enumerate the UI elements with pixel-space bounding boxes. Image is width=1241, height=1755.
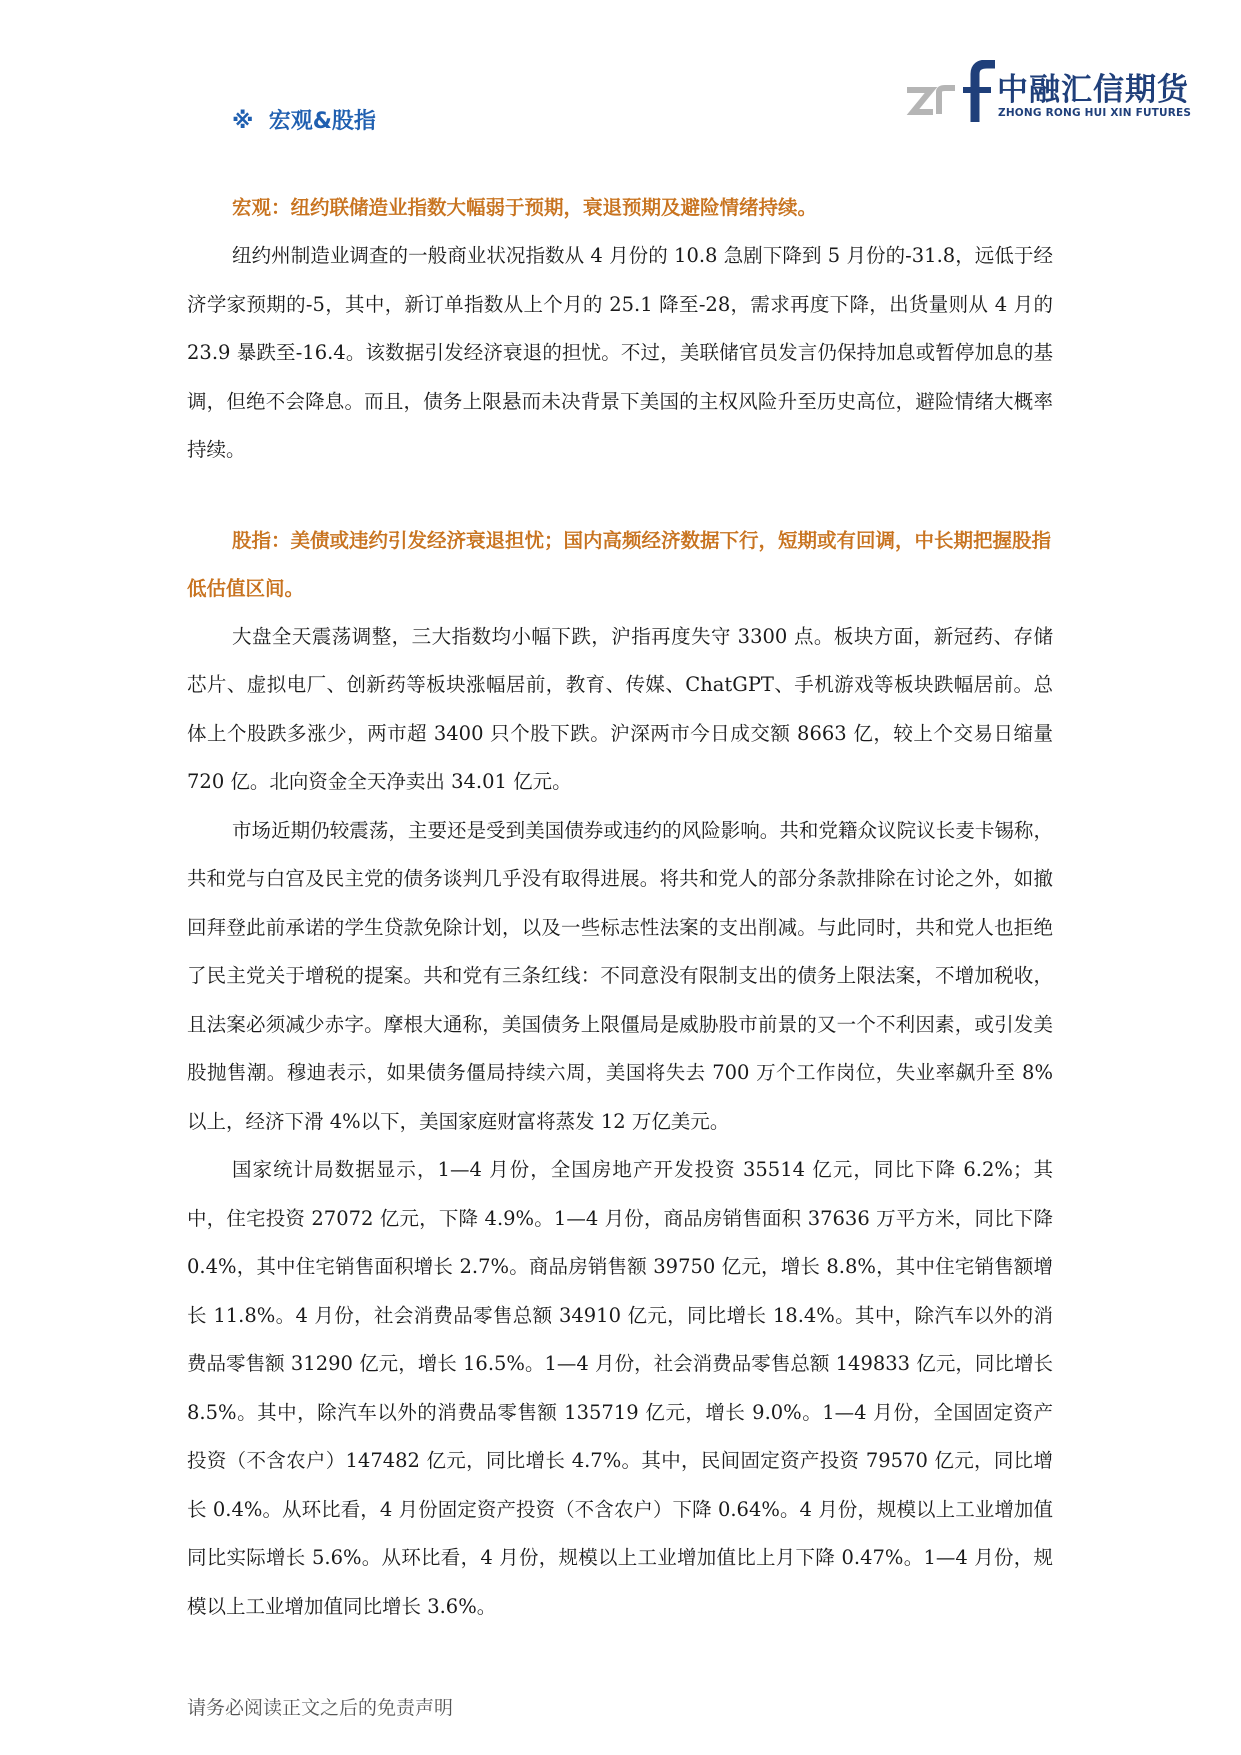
- index-heading: 股指：美债或违约引发经济衰退担忧；国内高频经济数据下行，短期或有回调，中长期把握股指低估值区间。: [187, 528, 1052, 600]
- zrf-logo-mark-icon: [905, 60, 995, 122]
- company-logo: [905, 58, 1195, 128]
- section-title-text: 宏观&股指: [268, 109, 376, 134]
- logo-english-name: ZHONG RONG HUI XIN FUTURES: [998, 107, 1192, 119]
- macro-paragraph: 纽约州制造业调查的一般商业状况指数从 4 月份的 10.8 急剧下降到 5 月份的-31.8，远低于经济学家预期的-5，其中，新订单指数从上个月的 25.1 降至-28，需求再度下降，出货量则从 4 月的 23.9 暴跌至-16.4。该数据引发经济衰退的担忧。不过，美联储官员发言仍保持加息或暂停加息的基调，但绝不会降息。而且，债务上限悬而未决背景下美国的主权风险升至历史高位，避险情绪大概率持续。: [187, 244, 1053, 461]
- index-paragraph-stats: 国家统计局数据显示，1—4 月份，全国房地产开发投资 35514 亿元，同比下降 6.2%；其中，住宅投资 27072 亿元，下降 4.9%。1—4 月份，商品房销售面积 37636 万平方米，同比下降 0.4%，其中住宅销售面积增长 2.7%。商品房销售额 39750 亿元，增长 8.8%，其中住宅销售额增长 11.8%。4 月份，社会消费品零售总额 34910 亿元，同比增长 18.4%。其中，除汽车以外的消费品零售额 31290 亿元，增长 16.5%。1—4 月份，社会消费品零售总额 149833 亿元，同比增长 8.5%。其中，除汽车以外的消费品零售额 135719 亿元，增长 9.0%。1—4 月份，全国固定资产投资（不含农户）147482 亿元，同比增长 4.7%。其中，民间固定资产投资 79570 亿元，同比增长 0.4%。从环比看，4 月份固定资产投资（不含农户）下降 0.64%。4 月份，规模以上工业增加值同比实际增长 5.6%。从环比看，4 月份，规模以上工业增加值比上月下降 0.47%。1—4 月份，规模以上工业增加值同比增长 3.6%。: [187, 1158, 1053, 1618]
- section-symbol: ※: [232, 109, 254, 134]
- disclaimer-footer: 请务必阅读正文之后的免责声明: [187, 1697, 454, 1719]
- index-paragraph-market: 大盘全天震荡调整，三大指数均小幅下跌，沪指再度失守 3300 点。板块方面，新冠药、存储芯片、虚拟电厂、创新药等板块涨幅居前，教育、传媒、ChatGPT、手机游戏等板块跌幅居前。总体上个股跌多涨少，两市超 3400 只个股下跌。沪深两市今日成交额 8663 亿，较上个交易日缩量 720 亿。北向资金全天净卖出 34.01 亿元。: [187, 624, 1053, 793]
- section-title: [232, 104, 376, 135]
- report-body: [187, 184, 1053, 1631]
- macro-heading: 宏观：纽约联储造业指数大幅弱于预期，衰退预期及避险情绪持续。: [232, 196, 818, 219]
- index-paragraph-debt: 市场近期仍较震荡，主要还是受到美国债券或违约的风险影响。共和党籍众议院议长麦卡锡称，共和党与白宫及民主党的债务谈判几乎没有取得进展。将共和党人的部分条款排除在讨论之外，如撤回拜登此前承诺的学生贷款免除计划，以及一些标志性法案的支出削减。与此同时，共和党人也拒绝了民主党关于增税的提案。共和党有三条红线：不同意没有限制支出的债务上限法案，不增加税收，且法案必须减少赤字。摩根大通称，美国债务上限僵局是威胁股市前景的又一个不利因素，或引发美股抛售潮。穆迪表示，如果债务僵局持续六周，美国将失去 700 万个工作岗位，失业率飙升至 8%以上，经济下滑 4%以下，美国家庭财富将蒸发 12 万亿美元。: [187, 818, 1053, 1133]
- logo-chinese-name: 中融汇信期货: [997, 72, 1189, 108]
